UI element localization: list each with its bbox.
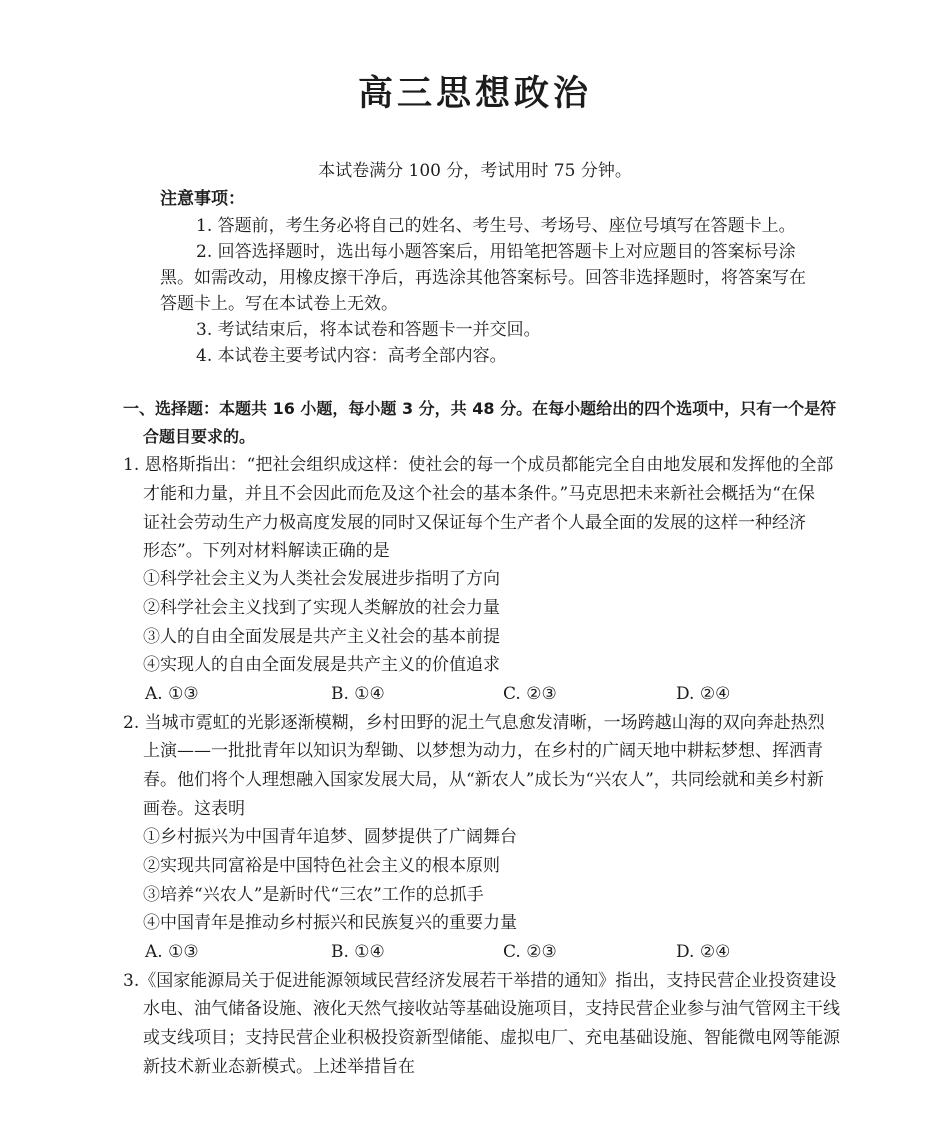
q2-option-b: B. ①④ — [331, 942, 385, 962]
exam-info: 本试卷满分 100 分，考试用时 75 分钟。 — [318, 161, 632, 181]
q2-stem: 上演——一批批青年以知识为犁锄、以梦想为动力，在乡村的广阔天地中耕耘梦想、挥洒青 — [143, 741, 823, 761]
section-heading-cont: 合题目要求的。 — [143, 427, 256, 446]
notice-line: 4. 本试卷主要考试内容：高考全部内容。 — [196, 346, 507, 366]
q3-stem: 或支线项目；支持民营企业积极投资新型储能、虚拟电厂、充电基础设施、智能微电网等能源 — [143, 1028, 840, 1048]
notice-line: 2. 回答选择题时，选出每小题答案后，用铅笔把答题卡上对应题目的答案标号涂 — [196, 242, 796, 262]
q1-option-b: B. ①④ — [331, 684, 385, 704]
q1-option-c: C. ②③ — [503, 684, 557, 704]
q2-item: ③培养“兴农人”是新时代“三农”工作的总抓手 — [143, 885, 484, 905]
q2-option-d: D. ②④ — [676, 942, 731, 962]
notice-line: 答题卡上。写在本试卷上无效。 — [160, 294, 398, 314]
page-title: 高三思想政治 — [357, 74, 592, 114]
q2-option-a: A. ①③ — [145, 942, 199, 962]
q3-stem: 水电、油气储备设施、液化天然气接收站等基础设施项目，支持民营企业参与油气管网主干线 — [143, 999, 840, 1019]
q2-stem: 画卷。这表明 — [143, 799, 245, 819]
notice-line: 黑。如需改动，用橡皮擦干净后，再选涂其他答案标号。回答非选择题时，将答案写在 — [160, 268, 806, 288]
q3-stem: 新技术新业态新模式。上述举措旨在 — [143, 1057, 415, 1077]
q2-item: ④中国青年是推动乡村振兴和民族复兴的重要力量 — [143, 913, 517, 933]
q2-item: ②实现共同富裕是中国特色社会主义的根本原则 — [143, 856, 500, 876]
q1-item: ④实现人的自由全面发展是共产主义的价值追求 — [143, 655, 500, 675]
q1-option-a: A. ①③ — [145, 684, 199, 704]
q1-option-d: D. ②④ — [676, 684, 731, 704]
q3-stem: 3.《国家能源局关于促进能源领域民营经济发展若干举措的通知》指出，支持民营企业投资建设 — [123, 971, 837, 991]
q2-item: ①乡村振兴为中国青年追梦、圆梦提供了广阔舞台 — [143, 827, 517, 847]
q1-item: ①科学社会主义为人类社会发展进步指明了方向 — [143, 569, 500, 589]
section-heading: 一、选择题：本题共 16 小题，每小题 3 分，共 48 分。在每小题给出的四个选项中，只有一个是符 — [123, 399, 837, 418]
q1-stem: 证社会劳动生产力极高度发展的同时又保证每个生产者个人最全面的发展的这样一种经济 — [143, 513, 806, 533]
notice-line: 3. 考试结束后，将本试卷和答题卡一并交回。 — [196, 320, 541, 340]
notice-heading: 注意事项： — [160, 189, 245, 209]
q1-item: ③人的自由全面发展是共产主义社会的基本前提 — [143, 627, 500, 647]
q1-stem: 形态”。下列对材料解读正确的是 — [143, 541, 390, 561]
q2-stem: 2. 当城市霓虹的光影逐渐模糊，乡村田野的泥土气息愈发清晰，一场跨越山海的双向奔赴热烈 — [123, 713, 825, 733]
q1-stem: 才能和力量，并且不会因此而危及这个社会的基本条件。”马克思把未来新社会概括为“在保 — [143, 484, 815, 504]
q2-option-c: C. ②③ — [503, 942, 557, 962]
notice-line: 1. 答题前，考生务必将自己的姓名、考生号、考场号、座位号填写在答题卡上。 — [196, 216, 796, 236]
q2-stem: 春。他们将个人理想融入国家发展大局，从“新农人”成长为“兴农人”，共同绘就和美乡村新 — [143, 770, 824, 790]
q1-stem: 1. 恩格斯指出：“把社会组织成这样：使社会的每一个成员都能完全自由地发展和发挥他的全部 — [123, 455, 834, 475]
q1-item: ②科学社会主义找到了实现人类解放的社会力量 — [143, 598, 500, 618]
